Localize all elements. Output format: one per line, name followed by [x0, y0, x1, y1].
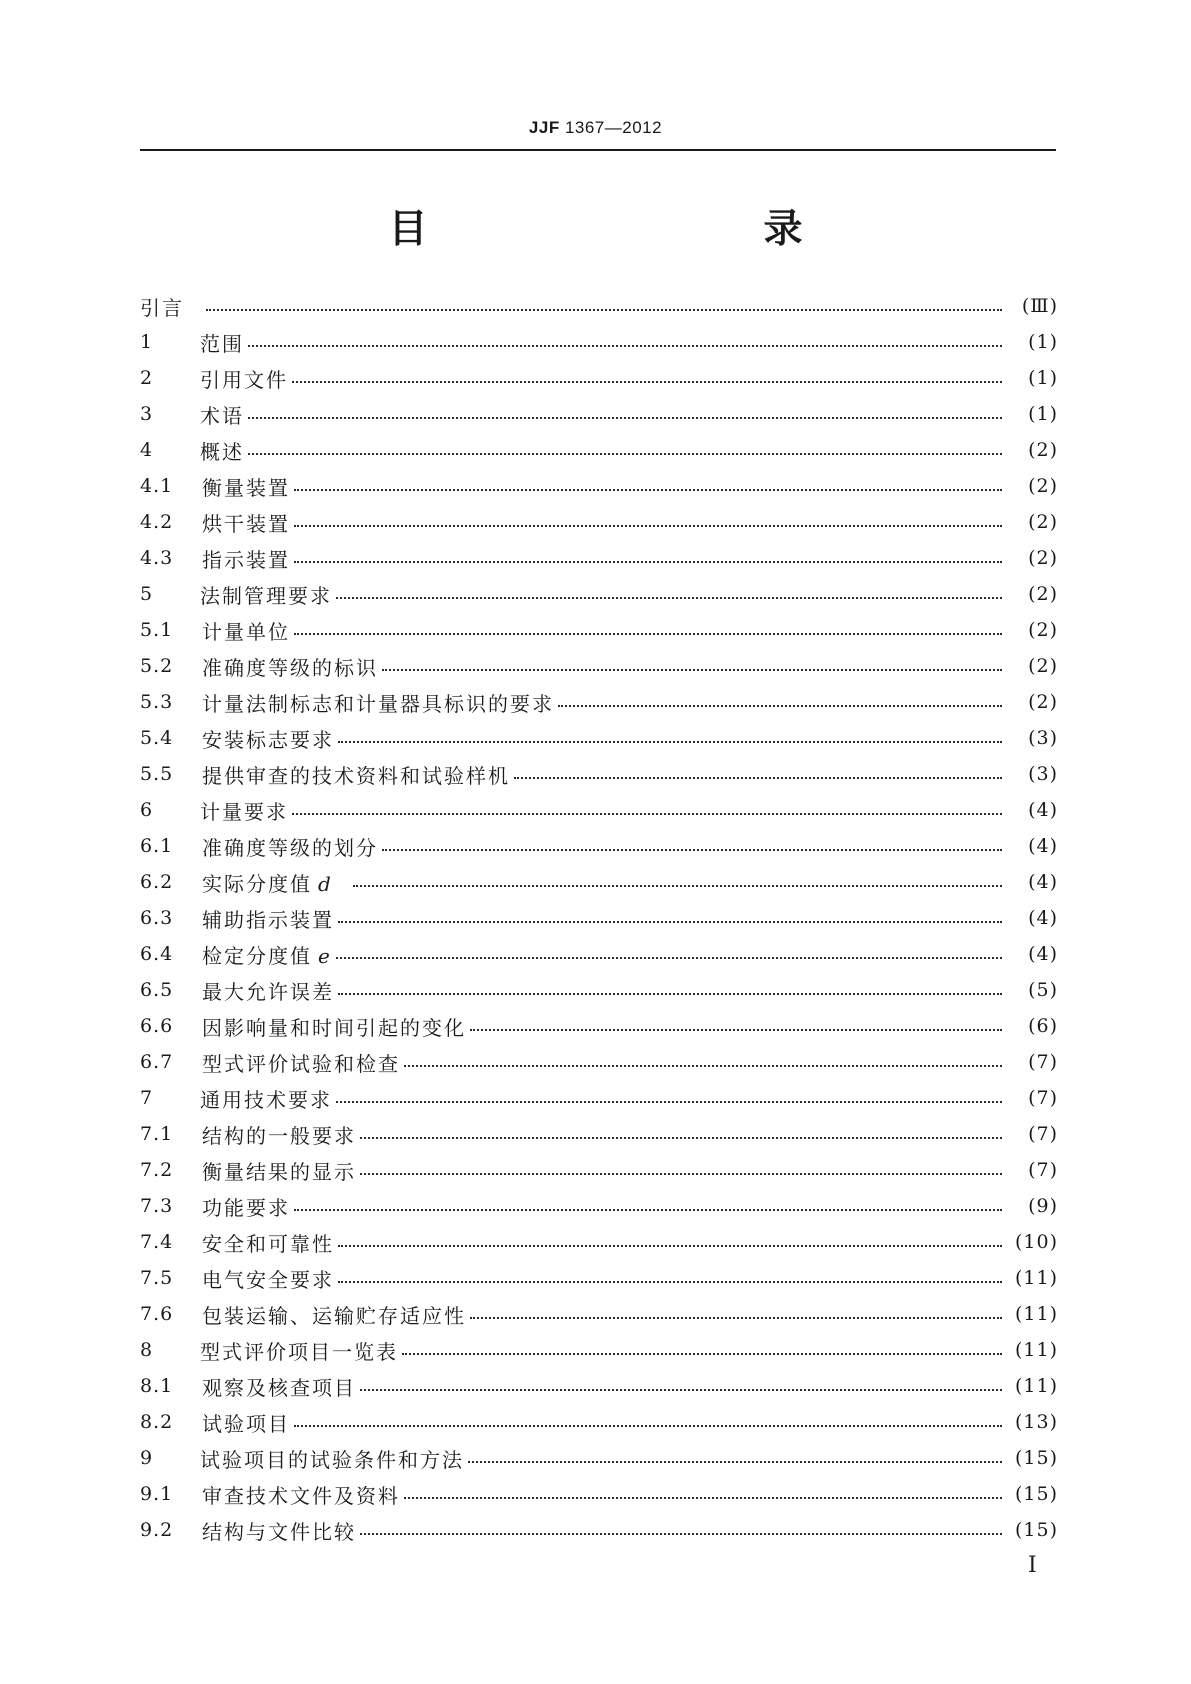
dot-leader [292, 381, 1002, 383]
toc-entry-page: (9) [1028, 1195, 1058, 1217]
toc-entry-page: (3) [1028, 763, 1058, 785]
toc-entry-label-text: 概述 [200, 439, 244, 464]
dot-leader [360, 1389, 1002, 1391]
toc-entry-label [202, 1372, 356, 1401]
toc-entry-label-text: 计量要求 [200, 799, 288, 824]
toc-entry-label-text: 衡量装置 [202, 475, 290, 500]
toc-entry-page: (7) [1028, 1159, 1058, 1181]
toc-entry-label-text: 型式评价项目一览表 [200, 1339, 398, 1364]
toc-entry-page: (Ⅲ) [1021, 295, 1058, 317]
toc-entry-label [202, 1156, 356, 1185]
toc-entry[interactable] [140, 540, 1058, 576]
dot-leader [248, 345, 1002, 347]
toc-entry-label-text: 衡量结果的显示 [202, 1159, 356, 1184]
toc-entry[interactable] [140, 756, 1058, 792]
toc-entry-number: 5 [140, 583, 154, 605]
toc-entry-page: (4) [1028, 907, 1058, 929]
toc-entry-label-text: 观察及核查项目 [202, 1375, 356, 1400]
toc-entry-label [200, 400, 244, 429]
toc-entry-page: (7) [1028, 1051, 1058, 1073]
toc-entry-label-text: 安全和可靠性 [202, 1231, 334, 1256]
toc-entry-page: (7) [1028, 1087, 1058, 1109]
document-code [0, 118, 1191, 138]
toc-entry-number: 9.1 [140, 1483, 174, 1505]
toc-entry-label [202, 1264, 334, 1293]
toc-entry-label [202, 1012, 466, 1041]
dot-leader [360, 1173, 1002, 1175]
dot-leader [336, 957, 1002, 959]
dot-leader [470, 1029, 1002, 1031]
toc-entry-label [202, 472, 290, 501]
toc-entry-number: 7.6 [140, 1303, 174, 1325]
toc-entry-page: (2) [1028, 655, 1058, 677]
toc-entry-label [202, 1048, 400, 1077]
dot-leader [206, 309, 1002, 311]
toc-entry-number: 4.1 [140, 475, 174, 497]
page-number: I [1028, 1553, 1037, 1578]
toc-entry-number: 7.4 [140, 1231, 174, 1253]
toc-entry-label [200, 1084, 332, 1113]
toc-entry-number: 4 [140, 439, 154, 461]
toc-entry-page: (10) [1014, 1231, 1058, 1253]
dot-leader [248, 417, 1002, 419]
toc-entry-page: (2) [1028, 475, 1058, 497]
toc-entry-number: 4.3 [140, 547, 174, 569]
toc-entry-label-text: 计量单位 [202, 619, 290, 644]
toc-entry-label [202, 724, 334, 753]
dot-leader [248, 453, 1002, 455]
toc-entry-label-text: 结构的一般要求 [202, 1123, 356, 1148]
toc-entry-label [202, 760, 510, 789]
dot-leader [360, 1137, 1002, 1139]
toc-entry-number: 6.5 [140, 979, 174, 1001]
toc-entry-number: 8.1 [140, 1375, 174, 1397]
toc-entry-number: 7.2 [140, 1159, 174, 1181]
toc-entry[interactable] [140, 288, 1058, 324]
toc-entry-number: 6.4 [140, 943, 174, 965]
toc-entry-page: (2) [1028, 439, 1058, 461]
toc-entry-label [202, 832, 378, 861]
dot-leader [382, 849, 1002, 851]
toc-entry-label-text: 准确度等级的标识 [202, 655, 378, 680]
toc-entry-label [202, 1300, 466, 1329]
toc-entry-number: 4.2 [140, 511, 174, 533]
toc-entry-number: 7.1 [140, 1123, 174, 1145]
toc-entry-label-text: 结构与文件比较 [202, 1519, 356, 1544]
page-title: 目 录 [388, 207, 889, 252]
toc-entry-label [202, 940, 332, 969]
toc-entry-label-text: 包装运输、运输贮存适应性 [202, 1303, 466, 1328]
toc-entry-page: (11) [1014, 1375, 1058, 1397]
toc-entry-label [202, 1120, 356, 1149]
toc-entry-page: (11) [1014, 1303, 1058, 1325]
toc-entry-page: (15) [1014, 1483, 1058, 1505]
toc-entry-number: 1 [140, 331, 154, 353]
toc-entry[interactable] [140, 1008, 1058, 1044]
toc-entry-number: 3 [140, 403, 154, 425]
toc-entry[interactable] [140, 1188, 1058, 1224]
toc-entry-page: (7) [1028, 1123, 1058, 1145]
dot-leader [404, 1497, 1002, 1499]
toc-entry-label-text: 通用技术要求 [200, 1087, 332, 1112]
toc-entry-page: (13) [1014, 1411, 1058, 1433]
toc-entry-label-text: 试验项目的试验条件和方法 [200, 1447, 464, 1472]
toc-entry[interactable] [140, 1260, 1058, 1296]
toc-entry-label-text: 因影响量和时间引起的变化 [202, 1015, 466, 1040]
header-rule [140, 149, 1056, 151]
toc-entry-label-text: 检定分度值 [202, 943, 312, 968]
dot-leader [470, 1317, 1002, 1319]
toc-entry-label-text: 准确度等级的划分 [202, 835, 378, 860]
toc-entry[interactable] [140, 1152, 1058, 1188]
toc-entry-label [202, 868, 333, 897]
toc-entry-number: 6.1 [140, 835, 174, 857]
toc-entry[interactable] [140, 1116, 1058, 1152]
toc-entry-number: 6.2 [140, 871, 174, 893]
toc-entry[interactable] [140, 612, 1058, 648]
dot-leader [336, 597, 1002, 599]
toc-entry-page: (2) [1028, 511, 1058, 533]
dot-leader [294, 525, 1002, 527]
dot-leader [294, 489, 1002, 491]
toc-entry-page: (11) [1014, 1267, 1058, 1289]
toc-entry[interactable] [140, 1476, 1058, 1512]
dot-leader [294, 1209, 1002, 1211]
dot-leader [338, 921, 1002, 923]
toc-entry-number: 6 [140, 799, 154, 821]
toc-entry-page: (2) [1028, 691, 1058, 713]
toc-entry-label [202, 508, 290, 537]
dot-leader [292, 813, 1002, 815]
toc-entry[interactable] [140, 684, 1058, 720]
toc-entry-label [202, 1192, 290, 1221]
toc-entry-number: 7.5 [140, 1267, 174, 1289]
dot-leader [338, 1245, 1002, 1247]
toc-entry-number: 8.2 [140, 1411, 174, 1433]
toc-entry[interactable] [140, 1080, 1058, 1116]
toc-entry[interactable] [140, 900, 1058, 936]
toc-entry-page: (1) [1028, 403, 1058, 425]
dot-leader [294, 1425, 1002, 1427]
dot-leader [338, 993, 1002, 995]
dot-leader [353, 885, 1002, 887]
toc-entry-label [202, 544, 290, 573]
toc-entry[interactable] [140, 864, 1058, 900]
toc-entry-label [200, 436, 244, 465]
toc-entry-label [140, 292, 184, 321]
toc-entry-number: 7 [140, 1087, 154, 1109]
toc-entry-label-text: 引用文件 [200, 367, 288, 392]
toc-entry-label [202, 1228, 334, 1257]
toc-entry-number: 8 [140, 1339, 154, 1361]
toc-entry-number: 5.1 [140, 619, 174, 641]
dot-leader [402, 1353, 1002, 1355]
toc-entry[interactable] [140, 972, 1058, 1008]
toc-entry[interactable] [140, 396, 1058, 432]
toc-entry[interactable] [140, 792, 1058, 828]
toc-entry-label-text: 法制管理要求 [200, 583, 332, 608]
toc-entry-label [200, 580, 332, 609]
dot-leader [558, 705, 1002, 707]
toc-entry[interactable] [140, 1440, 1058, 1476]
toc-entry-number: 5.2 [140, 655, 174, 677]
toc-entry-page: (3) [1028, 727, 1058, 749]
table-of-contents [140, 288, 1058, 1548]
toc-entry[interactable] [140, 1224, 1058, 1260]
toc-entry-page: (15) [1014, 1519, 1058, 1541]
toc-entry-label [202, 688, 554, 717]
toc-entry[interactable] [140, 504, 1058, 540]
toc-entry[interactable] [140, 720, 1058, 756]
toc-entry-label [200, 364, 288, 393]
dot-leader [336, 1101, 1002, 1103]
dot-leader [514, 777, 1002, 779]
toc-entry-page: (1) [1028, 367, 1058, 389]
toc-entry-label-text: 功能要求 [202, 1195, 290, 1220]
toc-entry[interactable] [140, 828, 1058, 864]
toc-entry-page: (6) [1028, 1015, 1058, 1037]
document-code-number: 1367—2012 [564, 118, 663, 137]
toc-entry-page: (15) [1014, 1447, 1058, 1469]
toc-entry-page: (2) [1028, 619, 1058, 641]
dot-leader [294, 633, 1002, 635]
toc-entry[interactable] [140, 360, 1058, 396]
toc-entry[interactable] [140, 648, 1058, 684]
toc-entry[interactable] [140, 576, 1058, 612]
toc-entry[interactable] [140, 936, 1058, 972]
dot-leader [468, 1461, 1002, 1463]
toc-entry-page: (5) [1028, 979, 1058, 1001]
toc-entry-variable: d [318, 871, 333, 896]
toc-entry[interactable] [140, 468, 1058, 504]
toc-entry-page: (4) [1028, 835, 1058, 857]
toc-entry-page: (2) [1028, 547, 1058, 569]
dot-leader [404, 1065, 1002, 1067]
toc-entry[interactable] [140, 1368, 1058, 1404]
toc-entry-number: 6.6 [140, 1015, 174, 1037]
toc-entry[interactable] [140, 432, 1058, 468]
toc-entry[interactable] [140, 1404, 1058, 1440]
toc-entry-label-text: 计量法制标志和计量器具标识的要求 [202, 691, 554, 716]
toc-entry-page: (4) [1028, 799, 1058, 821]
toc-entry-label-text: 范围 [200, 331, 244, 356]
toc-entry-page: (11) [1014, 1339, 1058, 1361]
toc-entry-label [202, 976, 334, 1005]
toc-entry-label [200, 1336, 398, 1365]
toc-entry-number: 7.3 [140, 1195, 174, 1217]
toc-entry-label [200, 328, 244, 357]
toc-entry-label-text: 提供审查的技术资料和试验样机 [202, 763, 510, 788]
toc-entry-number: 9.2 [140, 1519, 174, 1541]
toc-entry-label-text: 型式评价试验和检查 [202, 1051, 400, 1076]
dot-leader [294, 561, 1002, 563]
toc-entry-page: (2) [1028, 583, 1058, 605]
toc-entry-label [202, 1516, 356, 1545]
toc-entry-label-text: 辅助指示装置 [202, 907, 334, 932]
toc-entry-label [202, 616, 290, 645]
toc-entry-number: 5.3 [140, 691, 174, 713]
toc-entry-label-text: 审查技术文件及资料 [202, 1483, 400, 1508]
toc-entry-label [202, 904, 334, 933]
dot-leader [338, 1281, 1002, 1283]
toc-entry-number: 5.4 [140, 727, 174, 749]
toc-entry-label-text: 安装标志要求 [202, 727, 334, 752]
toc-entry[interactable] [140, 1044, 1058, 1080]
toc-entry-label-text: 试验项目 [202, 1411, 290, 1436]
toc-entry-number: 5.5 [140, 763, 174, 785]
dot-leader [360, 1533, 1002, 1535]
toc-entry-label [202, 1408, 290, 1437]
toc-entry-number: 9 [140, 1447, 154, 1469]
toc-entry-label [200, 796, 288, 825]
toc-entry-label-text: 指示装置 [202, 547, 290, 572]
toc-entry[interactable] [140, 1332, 1058, 1368]
toc-entry-page: (4) [1028, 943, 1058, 965]
toc-entry-label-text: 最大允许误差 [202, 979, 334, 1004]
toc-entry-number: 6.7 [140, 1051, 174, 1073]
dot-leader [338, 741, 1002, 743]
toc-entry[interactable] [140, 324, 1058, 360]
toc-entry-label [202, 652, 378, 681]
toc-entry-label-text: 烘干装置 [202, 511, 290, 536]
toc-entry-label-text: 实际分度值 [202, 871, 312, 896]
toc-entry[interactable] [140, 1296, 1058, 1332]
toc-entry-number: 2 [140, 367, 154, 389]
toc-entry-label-text: 电气安全要求 [202, 1267, 334, 1292]
toc-entry-label-text: 引言 [140, 295, 184, 320]
toc-entry-page: (4) [1028, 871, 1058, 893]
toc-entry-page: (1) [1028, 331, 1058, 353]
document-code-prefix: JJF [528, 118, 560, 137]
toc-entry[interactable] [140, 1512, 1058, 1548]
dot-leader [382, 669, 1002, 671]
toc-entry-label-text: 术语 [200, 403, 244, 428]
toc-entry-variable: e [318, 943, 332, 968]
toc-entry-label [200, 1444, 464, 1473]
toc-entry-label [202, 1480, 400, 1509]
toc-entry-number: 6.3 [140, 907, 174, 929]
